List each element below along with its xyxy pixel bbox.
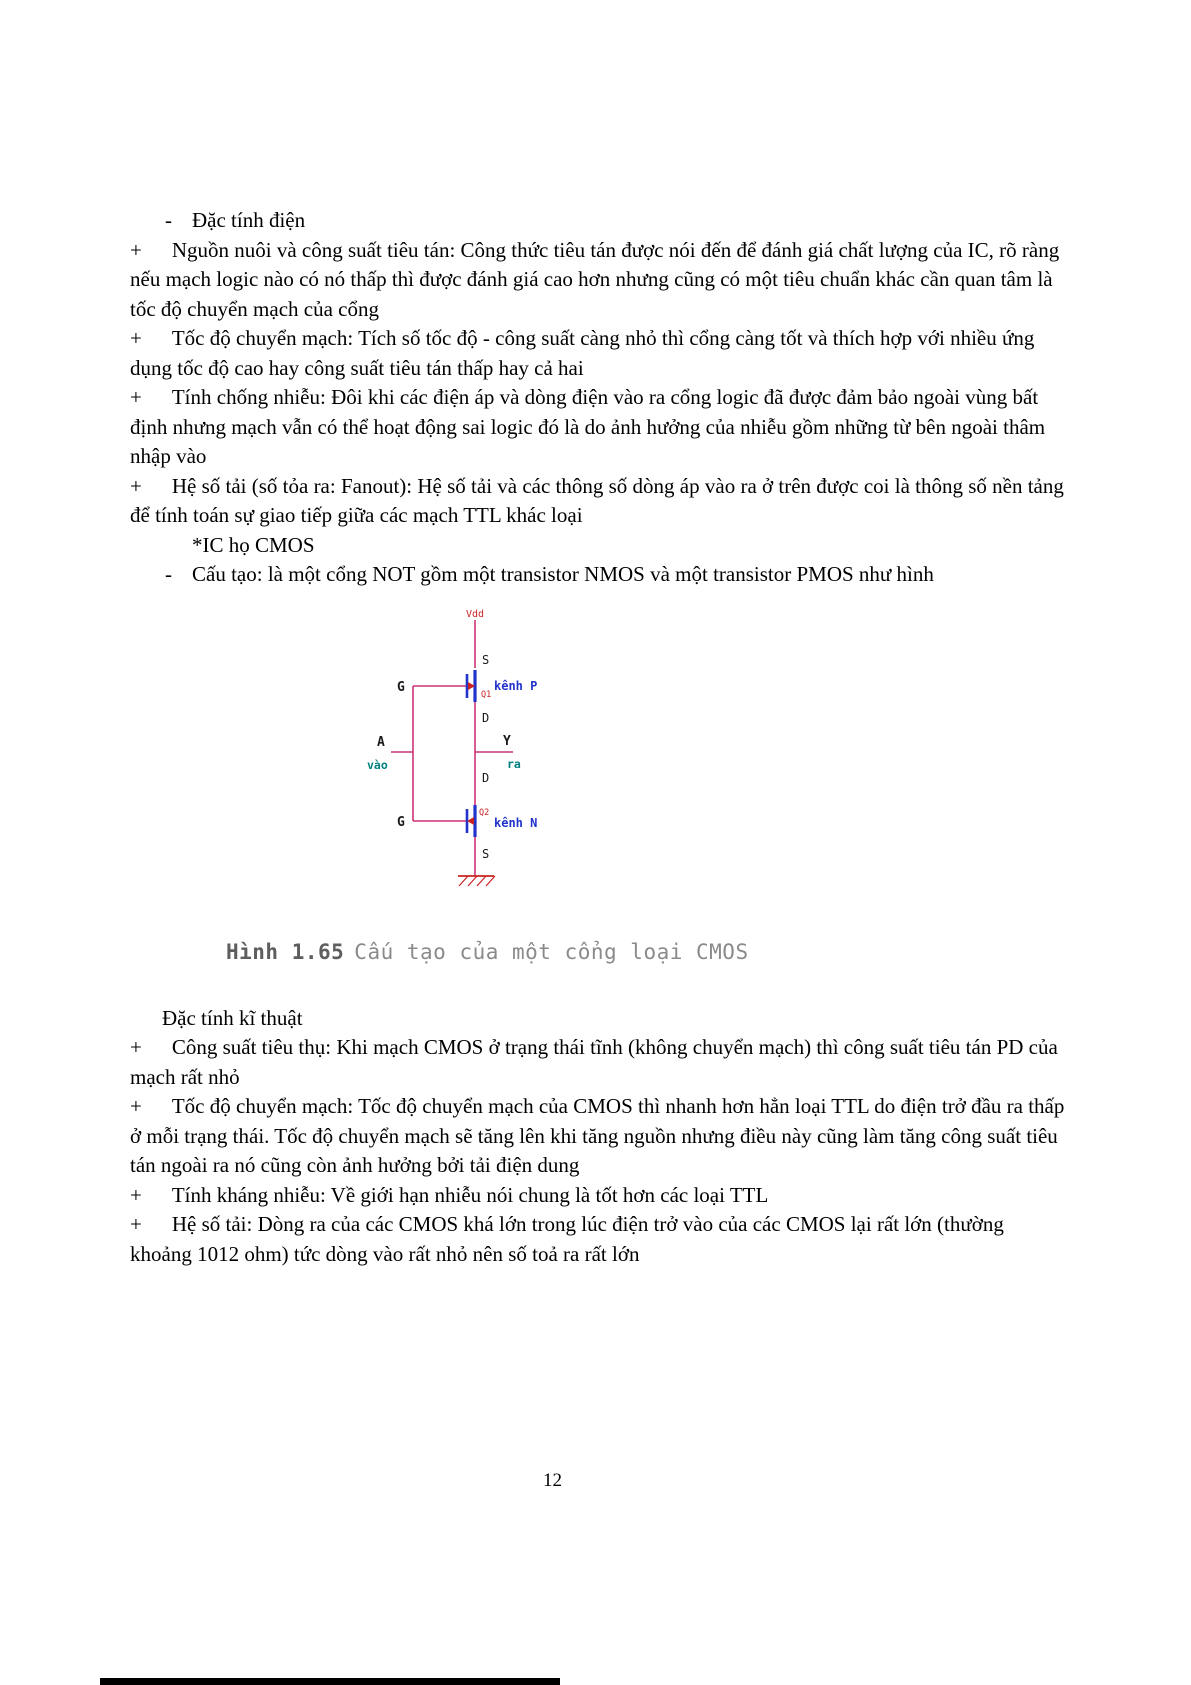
paragraph-text: Hệ số tải: Dòng ra của các CMOS khá lớn trong lúc điện trở vào của các CMOS lại rất lớn (thường khoảng 1012 ohm) tức dòng vào rất nhỏ nên số toả ra rất lớn (130, 1212, 1004, 1266)
list-marker: + (130, 326, 142, 350)
paragraph (130, 324, 1070, 383)
list-marker: + (130, 237, 142, 262)
bottom-edge-artifact (100, 1678, 560, 1685)
channel-arrows (467, 682, 475, 825)
paragraph-text: *IC họ CMOS (192, 532, 315, 557)
label-output-y: Y (503, 733, 511, 749)
label-input-a: A (377, 734, 385, 750)
paragraph-text: Nguồn nuôi và công suất tiêu tán: Công thức tiêu tán được nói đến để đánh giá chất lượng của IC, rõ ràng nếu mạch logic nào có nó thấp thì được đánh giá cao hơn nhưng cũng có một tiêu chuẩn khác cần quan tâm là tốc độ chuyển mạch của cổng (130, 237, 1060, 321)
figure-caption-text: Cấu tạo của một cổng loại CMOS (354, 940, 749, 964)
paragraph (130, 236, 1070, 325)
paragraph (130, 383, 1070, 472)
paragraph-text: Công suất tiêu thụ: Khi mạch CMOS ở trạng thái tĩnh (không chuyển mạch) thì công suất tiêu tán PD của mạch rất nhỏ (130, 1035, 1058, 1089)
paragraph (130, 1092, 1070, 1181)
paragraph-text: Cấu tạo: là một cổng NOT gồm một transistor NMOS và một transistor PMOS như hình (192, 562, 934, 586)
cmos-gate-figure (130, 606, 1070, 968)
transistor-symbols (467, 670, 475, 837)
list-marker: + (130, 1035, 142, 1059)
io-direction-labels (367, 757, 521, 772)
paragraph-text: Đặc tính điện (192, 208, 306, 232)
paragraph (130, 472, 1070, 531)
circuit-wires (391, 620, 513, 876)
label-ra: ra (507, 756, 521, 771)
list-marker: + (130, 1212, 142, 1236)
paragraph (130, 1181, 1070, 1211)
paragraph-text: Tốc độ chuyển mạch: Tốc độ chuyển mạch của CMOS thì nhanh hơn hẳn loại TTL do điện trở đầu ra thấp ở mỗi trạng thái. Tốc độ chuyển mạch sẽ tăng lên khi tăng nguồn nhưng điều này cũng làm tăng công suất tiêu tán ngoài ra nó cũng còn ảnh hưởng bởi tải điện dung (130, 1094, 1065, 1177)
label-source-bottom: S (482, 846, 490, 861)
label-kenh-p: kênh P (494, 678, 538, 693)
paragraph (130, 531, 1070, 561)
paragraph (130, 1033, 1070, 1092)
channel-type-labels (494, 679, 537, 830)
list-marker: + (130, 473, 142, 498)
label-gate-top: G (397, 679, 405, 695)
label-vao: vào (367, 757, 388, 772)
subheading (130, 1004, 1070, 1034)
label-q2: Q2 (479, 807, 490, 818)
label-vdd: Vdd (466, 608, 485, 620)
circuit-svg (355, 606, 585, 906)
list-marker: + (130, 1094, 142, 1118)
figure-caption-label: Hình 1.65 (226, 940, 345, 964)
paragraph (130, 206, 1070, 236)
label-kenh-n: kênh N (494, 815, 538, 830)
page-content (130, 206, 1070, 1269)
list-marker: + (130, 1182, 142, 1207)
label-q1: Q1 (481, 689, 492, 700)
pin-labels (377, 653, 511, 861)
paragraph-text: Tốc độ chuyển mạch: Tích số tốc độ - công suất càng nhỏ thì cổng càng tốt và thích hợp với nhiều ứng dụng tốc độ cao hay công suất tiêu tán thấp hay cả hai (130, 326, 1035, 380)
paragraph-text: Tính chống nhiễu: Đôi khi các điện áp và dòng điện vào ra cổng logic đã được đảm bảo ngoài vùng bất định nhưng mạch vẫn có thể hoạt động sai logic đó là do ảnh hưởng của nhiễu gồm những từ bên ngoài thâm nhập vào (130, 385, 1046, 468)
list-marker: + (130, 385, 142, 409)
label-drain-bottom: D (482, 770, 490, 785)
list-marker: - (165, 562, 172, 586)
paragraph (130, 1210, 1070, 1269)
paragraph-text: Hệ số tải (số tỏa ra: Fanout): Hệ số tải và các thông số dòng áp vào ra ở trên được coi là thông số nền tảng để tính toán sự giao tiếp giữa các mạch TTL khác loại (130, 473, 1064, 527)
cmos-inverter-diagram (355, 606, 585, 915)
paragraph (130, 560, 1070, 590)
label-drain-top: D (482, 710, 490, 725)
page-number: 12 (543, 1470, 562, 1491)
ground-icon (458, 876, 495, 886)
figure-caption (130, 938, 1070, 968)
list-marker: - (165, 208, 172, 232)
label-gate-bottom: G (397, 814, 405, 830)
subheading-text: Đặc tính kĩ thuật (162, 1005, 303, 1030)
label-source-top: S (482, 652, 490, 667)
paragraph-text: Tính kháng nhiễu: Về giới hạn nhiễu nói chung là tốt hơn các loại TTL (171, 1182, 769, 1207)
